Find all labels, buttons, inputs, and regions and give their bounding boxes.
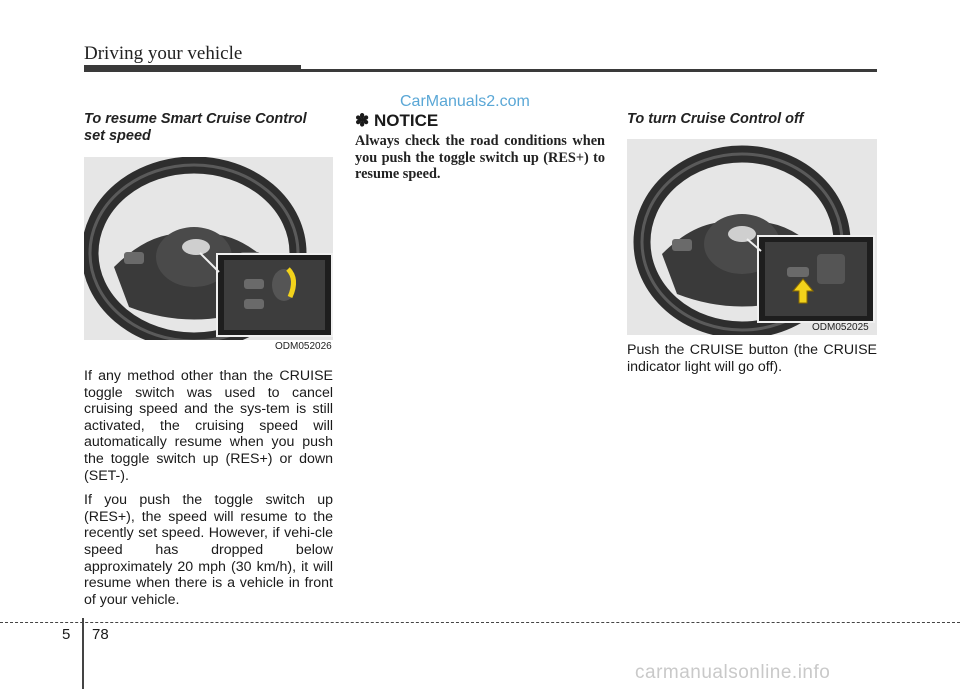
bottom-watermark: carmanualsonline.info [635, 662, 831, 683]
left-body [84, 368, 333, 616]
page-header-title: Driving your vehicle [84, 43, 243, 64]
left-section-heading: To resume Smart Cruise Control set speed [84, 111, 307, 144]
steering-wheel-figure-off [627, 139, 877, 335]
figure-code-right: ODM052025 [812, 322, 869, 333]
figure-code-left: ODM052026 [275, 341, 332, 352]
footer-dashed-rule [0, 622, 960, 623]
steering-wheel-illustration-off [627, 139, 877, 335]
left-paragraph-1: If any method other than the CRUISE toggle switch was used to cancel cruising speed and the sys-tem is still activated, the cruising speed will automatically resume when you push the toggle switch up (RES+) or down (SET-). [84, 368, 333, 484]
notice-star-icon: ✽ [355, 111, 370, 130]
right-body [627, 342, 877, 383]
left-paragraph-2: If you push the toggle switch up (RES+), the speed will resume to the recently set speed. However, if vehi-cle speed has dropped below approximately 20 mph (30 km/h), it will resume when there is a vehicle in front of your vehicle. [84, 492, 333, 608]
right-section-heading: To turn Cruise Control off [627, 111, 804, 127]
steering-wheel-figure-resume [84, 157, 333, 340]
page-number: 78 [92, 626, 109, 643]
header-rule-thin [301, 69, 877, 72]
notice-title: NOTICE [373, 111, 439, 130]
right-paragraph: Push the CRUISE button (the CRUISE indicator light will go off). [627, 342, 877, 375]
notice-text: Always check the road conditions when you push the toggle switch up (RES+) to resume speed. [355, 133, 605, 182]
chapter-number: 5 [62, 626, 71, 643]
header-rule-thick [84, 65, 301, 72]
steering-wheel-illustration [84, 157, 333, 340]
notice-heading [355, 111, 438, 131]
footer-vertical-rule [82, 618, 84, 689]
watermark-link[interactable]: CarManuals2.com [400, 93, 530, 110]
